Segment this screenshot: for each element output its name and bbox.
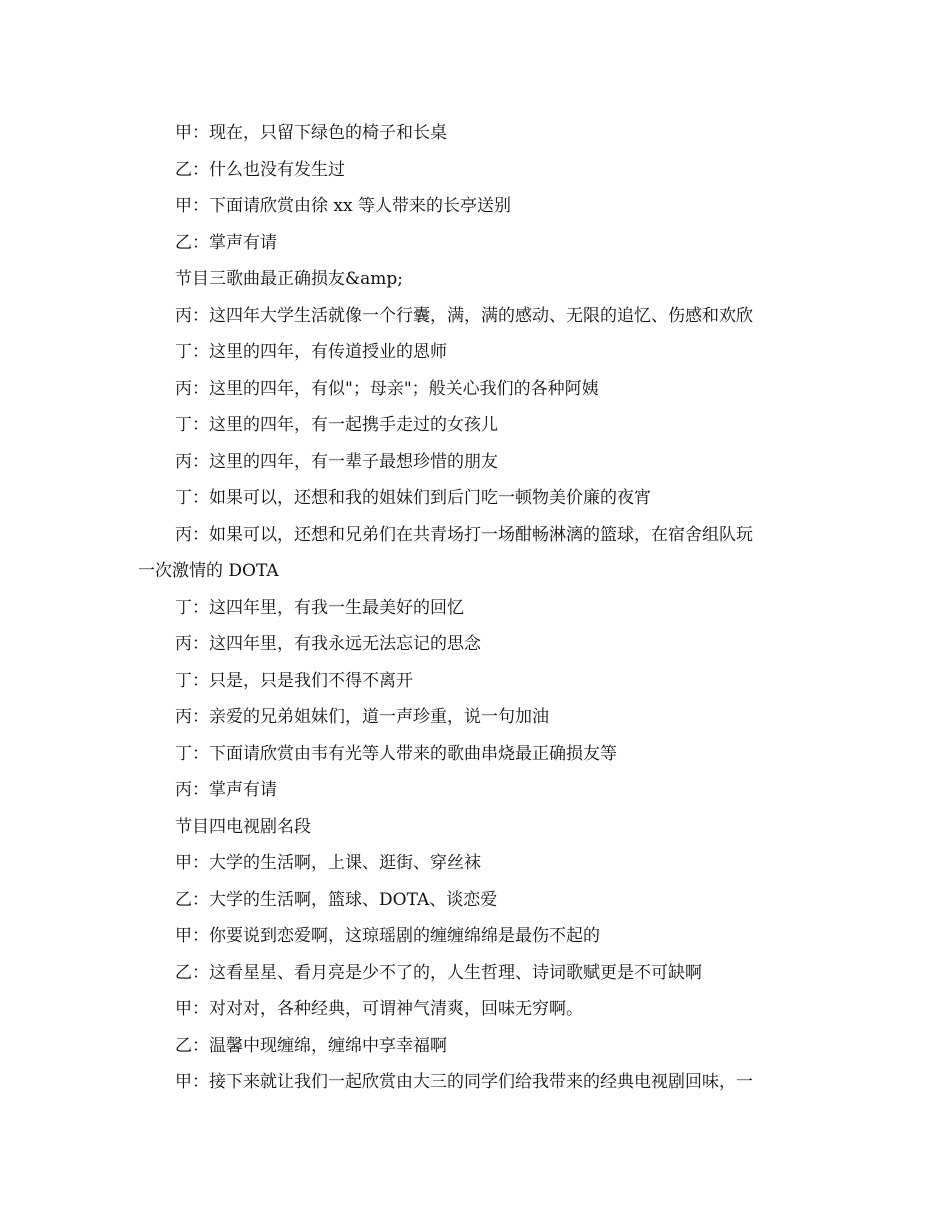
dialogue-line: 甲：对对对，各种经典，可谓神气清爽，回味无穷啊。 (175, 999, 583, 1019)
dialogue-line: 丁：这里的四年，有一起携手走过的女孩儿 (175, 415, 498, 435)
dialogue-line: 甲：接下来就让我们一起欣赏由大三的同学们给我带来的经典电视剧回味，一 (175, 1072, 753, 1092)
dialogue-line: 丙：这四年里，有我永远无法忘记的思念 (175, 634, 481, 654)
program-heading: 节目三歌曲最正确损友&amp; (175, 269, 403, 289)
dialogue-line: 乙：掌声有请 (175, 232, 277, 253)
document-body (138, 115, 818, 1101)
dialogue-line: 丙：这里的四年，有似"；母亲"；般关心我们的各种阿姨 (175, 378, 599, 399)
dialogue-line: 丙：这里的四年，有一辈子最想珍惜的朋友 (175, 451, 498, 472)
dialogue-line: 丙：亲爱的兄弟姐妹们，道一声珍重，说一句加油 (175, 707, 549, 727)
dialogue-line: 甲：你要说到恋爱啊，这琼瑶剧的缠缠绵绵是最伤不起的 (175, 926, 600, 946)
dialogue-line: 丙：掌声有请 (175, 780, 277, 800)
dialogue-line: 丁：这四年里，有我一生最美好的回忆 (175, 597, 464, 618)
dialogue-line-continuation: 一次激情的 DOTA (138, 561, 279, 581)
dialogue-line: 乙：这看星星、看月亮是少不了的，人生哲理、诗词歌赋更是不可缺啊 (175, 962, 702, 983)
dialogue-line: 丁：只是，只是我们不得不离开 (175, 670, 413, 691)
dialogue-line: 丁：如果可以，还想和我的姐妹们到后门吃一顿物美价廉的夜宵 (175, 488, 651, 508)
dialogue-line: 甲：现在，只留下绿色的椅子和长桌 (175, 123, 447, 143)
dialogue-line: 乙：大学的生活啊，篮球、DOTA、谈恋爱 (175, 889, 498, 910)
dialogue-line: 乙：温馨中现缠绵，缠绵中享幸福啊 (175, 1035, 447, 1056)
dialogue-line: 丁：下面请欣赏由韦有光等人带来的歌曲串烧最正确损友等 (175, 743, 617, 764)
dialogue-line: 丁：这里的四年，有传道授业的恩师 (175, 342, 447, 362)
dialogue-line: 乙：什么也没有发生过 (175, 159, 345, 180)
program-heading: 节目四电视剧名段 (175, 816, 311, 837)
dialogue-line: 丙：这四年大学生活就像一个行囊，满，满的感动、无限的追忆、伤感和欢欣 (175, 305, 753, 326)
dialogue-line: 丙：如果可以，还想和兄弟们在共青场打一场酣畅淋漓的篮球，在宿舍组队玩 (175, 524, 753, 545)
dialogue-line: 甲：大学的生活啊，上课、逛街、穿丝袜 (175, 853, 481, 873)
dialogue-line: 甲：下面请欣赏由徐 xx 等人带来的长亭送别 (175, 196, 511, 216)
